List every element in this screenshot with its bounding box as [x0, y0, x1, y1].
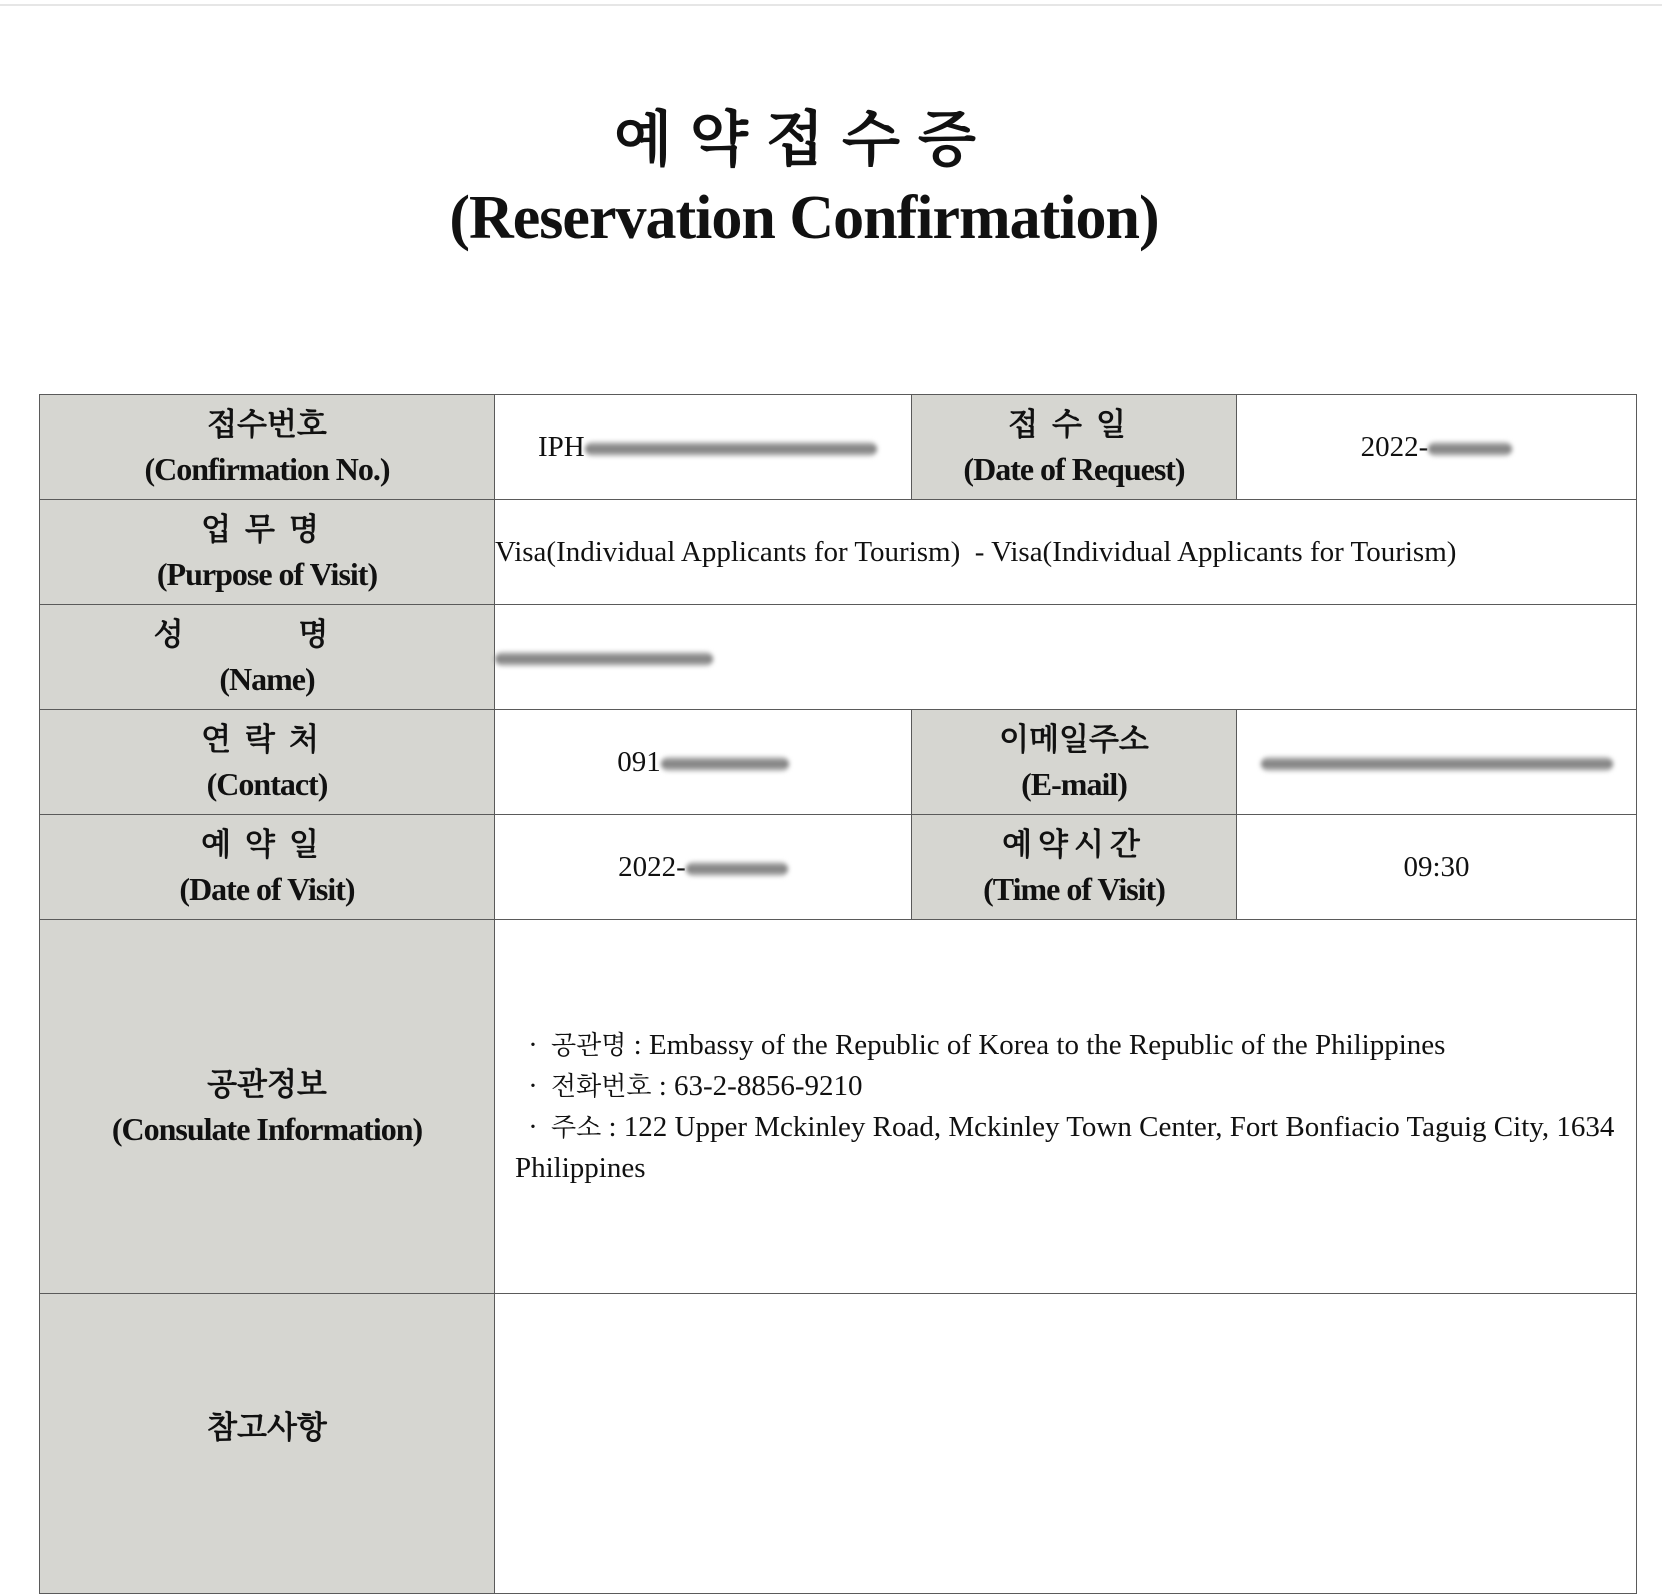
confirmation-no-label-ko: 접수번호 [207, 407, 327, 443]
name-label-en: (Name) [219, 661, 315, 697]
redacted-date-of-visit [686, 862, 788, 876]
confirmation-no-value [495, 395, 912, 500]
consulate-info-list [495, 1025, 1636, 1188]
bullet: · [528, 1029, 538, 1061]
date-of-visit-value [495, 815, 912, 920]
consulate-phone-item [515, 1066, 1622, 1107]
bullet: · [528, 1070, 538, 1102]
header-date-of-visit [40, 815, 495, 920]
notes-value [495, 1294, 1637, 1594]
header-name [40, 605, 495, 710]
date-of-request-label-en: (Date of Request) [963, 451, 1185, 487]
date-of-request-prefix: 2022- [1360, 431, 1429, 463]
bullet: · [528, 1111, 538, 1143]
purpose-label-en: (Purpose of Visit) [156, 556, 378, 592]
consulate-address-item [515, 1107, 1622, 1188]
consulate-name-label: 공관명 [551, 1031, 627, 1061]
date-of-request-value [1237, 395, 1637, 500]
row-visit [40, 815, 1637, 920]
notes-label-ko: 참고사항 [207, 1410, 327, 1446]
consulate-address-text: : 122 Upper Mckinley Road, Mckinley Town Center, Fort Bonfiacio Taguig City, 1634 Philippines [515, 1111, 1615, 1184]
email-label-ko: 이메일주소 [999, 722, 1149, 758]
date-of-visit-label-ko: 예약일 [201, 827, 333, 863]
redacted-confirmation-no [585, 442, 877, 456]
redacted-email [1261, 757, 1613, 771]
row-name [40, 605, 1637, 710]
email-value [1237, 710, 1637, 815]
header-time-of-visit [912, 815, 1237, 920]
contact-value [495, 710, 912, 815]
purpose-label-ko: 업무명 [201, 512, 333, 548]
contact-label-en: (Contact) [206, 766, 328, 802]
header-purpose-of-visit [40, 500, 495, 605]
date-of-visit-label-en: (Date of Visit) [179, 871, 355, 907]
consulate-phone-text: : 63-2-8856-9210 [651, 1070, 863, 1102]
consulate-address-label: 주소 [551, 1113, 602, 1143]
redacted-name [495, 652, 713, 666]
top-divider [0, 4, 1662, 6]
contact-prefix: 091 [617, 746, 661, 778]
title-english: (Reservation Confirmation) [449, 184, 1159, 252]
time-of-visit-label-en: (Time of Visit) [983, 871, 1165, 907]
title-korean: 예약접수증 [614, 105, 994, 175]
name-value [495, 605, 1637, 710]
consulate-label-en: (Consulate Information) [111, 1110, 423, 1147]
row-confirmation [40, 395, 1637, 500]
redacted-contact [661, 757, 789, 771]
name-label-ko: 성 명 [153, 617, 381, 653]
reservation-table [39, 394, 1637, 1594]
date-of-visit-prefix: 2022- [618, 851, 686, 883]
purpose-value: Visa(Individual Applicants for Tourism) - Visa(Individual Applicants for Tourism) [495, 500, 1637, 605]
row-notes [40, 1294, 1637, 1594]
header-consulate-info [40, 920, 495, 1294]
header-date-of-request [912, 395, 1237, 500]
confirmation-no-label-en: (Confirmation No.) [144, 451, 390, 487]
contact-label-ko: 연락처 [201, 722, 333, 758]
consulate-info-value [495, 920, 1637, 1294]
header-notes [40, 1294, 495, 1594]
date-of-request-label-ko: 접수일 [1008, 407, 1140, 443]
header-confirmation-no [40, 395, 495, 500]
row-contact [40, 710, 1637, 815]
time-of-visit-value: 09:30 [1237, 815, 1637, 920]
row-purpose [40, 500, 1637, 605]
header-email [912, 710, 1237, 815]
consulate-name-item [515, 1025, 1622, 1066]
header-contact [40, 710, 495, 815]
redacted-date-of-request [1428, 442, 1512, 456]
confirmation-no-prefix: IPH [538, 431, 585, 463]
consulate-phone-label: 전화번호 [551, 1072, 652, 1102]
row-consulate [40, 920, 1637, 1294]
email-label-en: (E-mail) [1021, 766, 1127, 802]
consulate-label-ko: 공관정보 [207, 1066, 327, 1103]
time-of-visit-label-ko: 예약시간 [1002, 827, 1146, 863]
consulate-name-text: : Embassy of the Republic of Korea to the Republic of the Philippines [626, 1029, 1446, 1061]
